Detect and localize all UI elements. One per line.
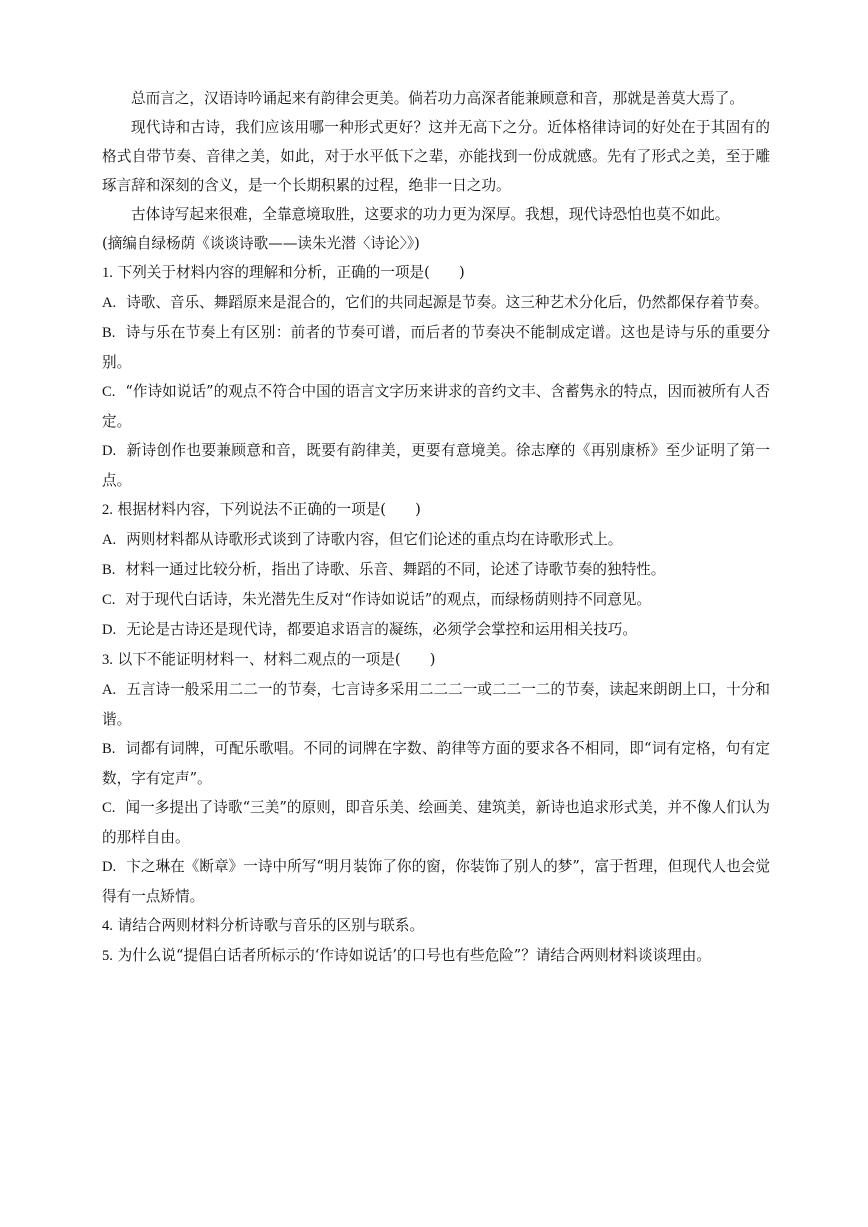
option-letter: B. bbox=[102, 562, 116, 578]
option-a bbox=[102, 288, 770, 318]
document-content bbox=[102, 84, 770, 971]
question-stem bbox=[102, 495, 770, 525]
option-text: 闻一多提出了诗歌“三美”的原则，即音乐美、绘画美、建筑美，新诗也追求形式美，并不像人们认为的那样自由。 bbox=[102, 799, 770, 846]
question-stem bbox=[102, 941, 770, 971]
passage-paragraph-1: 总而言之，汉语诗吟诵起来有韵律会更美。倘若功力高深者能兼顾意和音，那就是善莫大焉了。 bbox=[131, 90, 744, 107]
option-text: 词都有词牌，可配乐歌唱。不同的词牌在字数、韵律等方面的要求各不相同，即“词有定格，句有定数，字有定声”。 bbox=[102, 740, 770, 787]
question-number: 5. bbox=[102, 948, 113, 964]
option-text: “作诗如说话”的观点不符合中国的语言文字历来讲求的音约文丰、含蓄隽永的特点，因而被所有人否定。 bbox=[102, 383, 770, 430]
option-letter: D. bbox=[102, 859, 117, 875]
question-1 bbox=[102, 258, 770, 495]
option-b bbox=[102, 555, 770, 585]
option-text: 新诗创作也要兼顾意和音，既要有韵律美，更要有意境美。徐志摩的《再别康桥》至少证明了第一点。 bbox=[102, 442, 770, 489]
option-b bbox=[102, 318, 770, 377]
option-d bbox=[102, 436, 770, 495]
option-letter: B. bbox=[102, 741, 116, 757]
question-number: 2. bbox=[102, 502, 113, 518]
option-text: 无论是古诗还是现代诗，都要追求语言的凝练，必须学会掌控和运用相关技巧。 bbox=[126, 621, 637, 638]
question-text: 以下不能证明材料一、材料二观点的一项是( ) bbox=[117, 651, 436, 668]
question-text: 下列关于材料内容的理解和分析，正确的一项是( ) bbox=[117, 264, 465, 281]
option-text: 诗歌、音乐、舞蹈原来是混合的，它们的共同起源是节奏。这三种艺术分化后，仍然都保存着节奏。 bbox=[126, 294, 769, 311]
passage-source: (摘编自绿杨荫《谈谈诗歌——读朱光潜〈诗论〉》) bbox=[102, 235, 420, 252]
question-stem bbox=[102, 258, 770, 288]
option-letter: C. bbox=[102, 384, 116, 400]
option-c bbox=[102, 793, 770, 852]
passage-paragraph-2: 现代诗和古诗，我们应该用哪一种形式更好？这并无高下之分。近体格律诗词的好处在于其固有的格式自带节奏、音律之美，如此，对于水平低下之辈，亦能找到一份成就感。先有了形式之美，至于雕琢言辞和深刻的含义，是一个长期积累的过程，绝非一日之功。 bbox=[102, 119, 770, 194]
option-c bbox=[102, 377, 770, 436]
option-text: 两则材料都从诗歌形式谈到了诗歌内容，但它们论述的重点均在诗歌形式上。 bbox=[126, 531, 623, 548]
option-a bbox=[102, 675, 770, 734]
option-a bbox=[102, 525, 770, 555]
option-letter: A. bbox=[102, 295, 117, 311]
option-text: 材料一通过比较分析，指出了诗歌、乐音、舞蹈的不同，论述了诗歌节奏的独特性。 bbox=[125, 561, 666, 578]
option-text: 五言诗一般采用二二一的节奏，七言诗多采用二二二一或二二一二的节奏，读起来朗朗上口，十分和谐。 bbox=[102, 681, 770, 728]
question-5 bbox=[102, 941, 770, 971]
question-stem bbox=[102, 911, 770, 941]
option-text: 对于现代白话诗，朱光潜先生反对“作诗如说话”的观点，而绿杨荫则持不同意见。 bbox=[125, 591, 652, 608]
option-letter: D. bbox=[102, 443, 117, 459]
question-text: 根据材料内容，下列说法不正确的一项是( ) bbox=[117, 501, 421, 518]
option-letter: A. bbox=[102, 682, 117, 698]
question-4 bbox=[102, 911, 770, 941]
option-b bbox=[102, 734, 770, 793]
question-number: 1. bbox=[102, 265, 113, 281]
question-text: 请结合两则材料分析诗歌与音乐的区别与联系。 bbox=[117, 917, 425, 934]
question-number: 3. bbox=[102, 652, 113, 668]
option-text: 卞之琳在《断章》一诗中所写“明月装饰了你的窗，你装饰了别人的梦”，富于哲理，但现代人也会觉得有一点矫情。 bbox=[102, 858, 770, 905]
question-text: 为什么说“提倡白话者所标示的‘作诗如说话’的口号也有些危险”？请结合两则材料谈谈理由。 bbox=[117, 947, 711, 964]
option-letter: C. bbox=[102, 800, 116, 816]
question-3 bbox=[102, 645, 770, 911]
question-stem bbox=[102, 645, 770, 675]
option-letter: C. bbox=[102, 592, 116, 608]
question-number: 4. bbox=[102, 918, 113, 934]
option-d bbox=[102, 615, 770, 645]
option-letter: A. bbox=[102, 532, 117, 548]
option-c bbox=[102, 585, 770, 615]
option-letter: B. bbox=[102, 325, 116, 341]
option-d bbox=[102, 852, 770, 911]
option-text: 诗与乐在节奏上有区别：前者的节奏可谱，而后者的节奏决不能制成定谱。这也是诗与乐的重要分别。 bbox=[102, 324, 770, 371]
passage-paragraph-3: 古体诗写起来很难，全靠意境取胜，这要求的功力更为深厚。我想，现代诗恐怕也莫不如此。 bbox=[131, 206, 730, 223]
question-2 bbox=[102, 495, 770, 645]
option-letter: D. bbox=[102, 622, 117, 638]
